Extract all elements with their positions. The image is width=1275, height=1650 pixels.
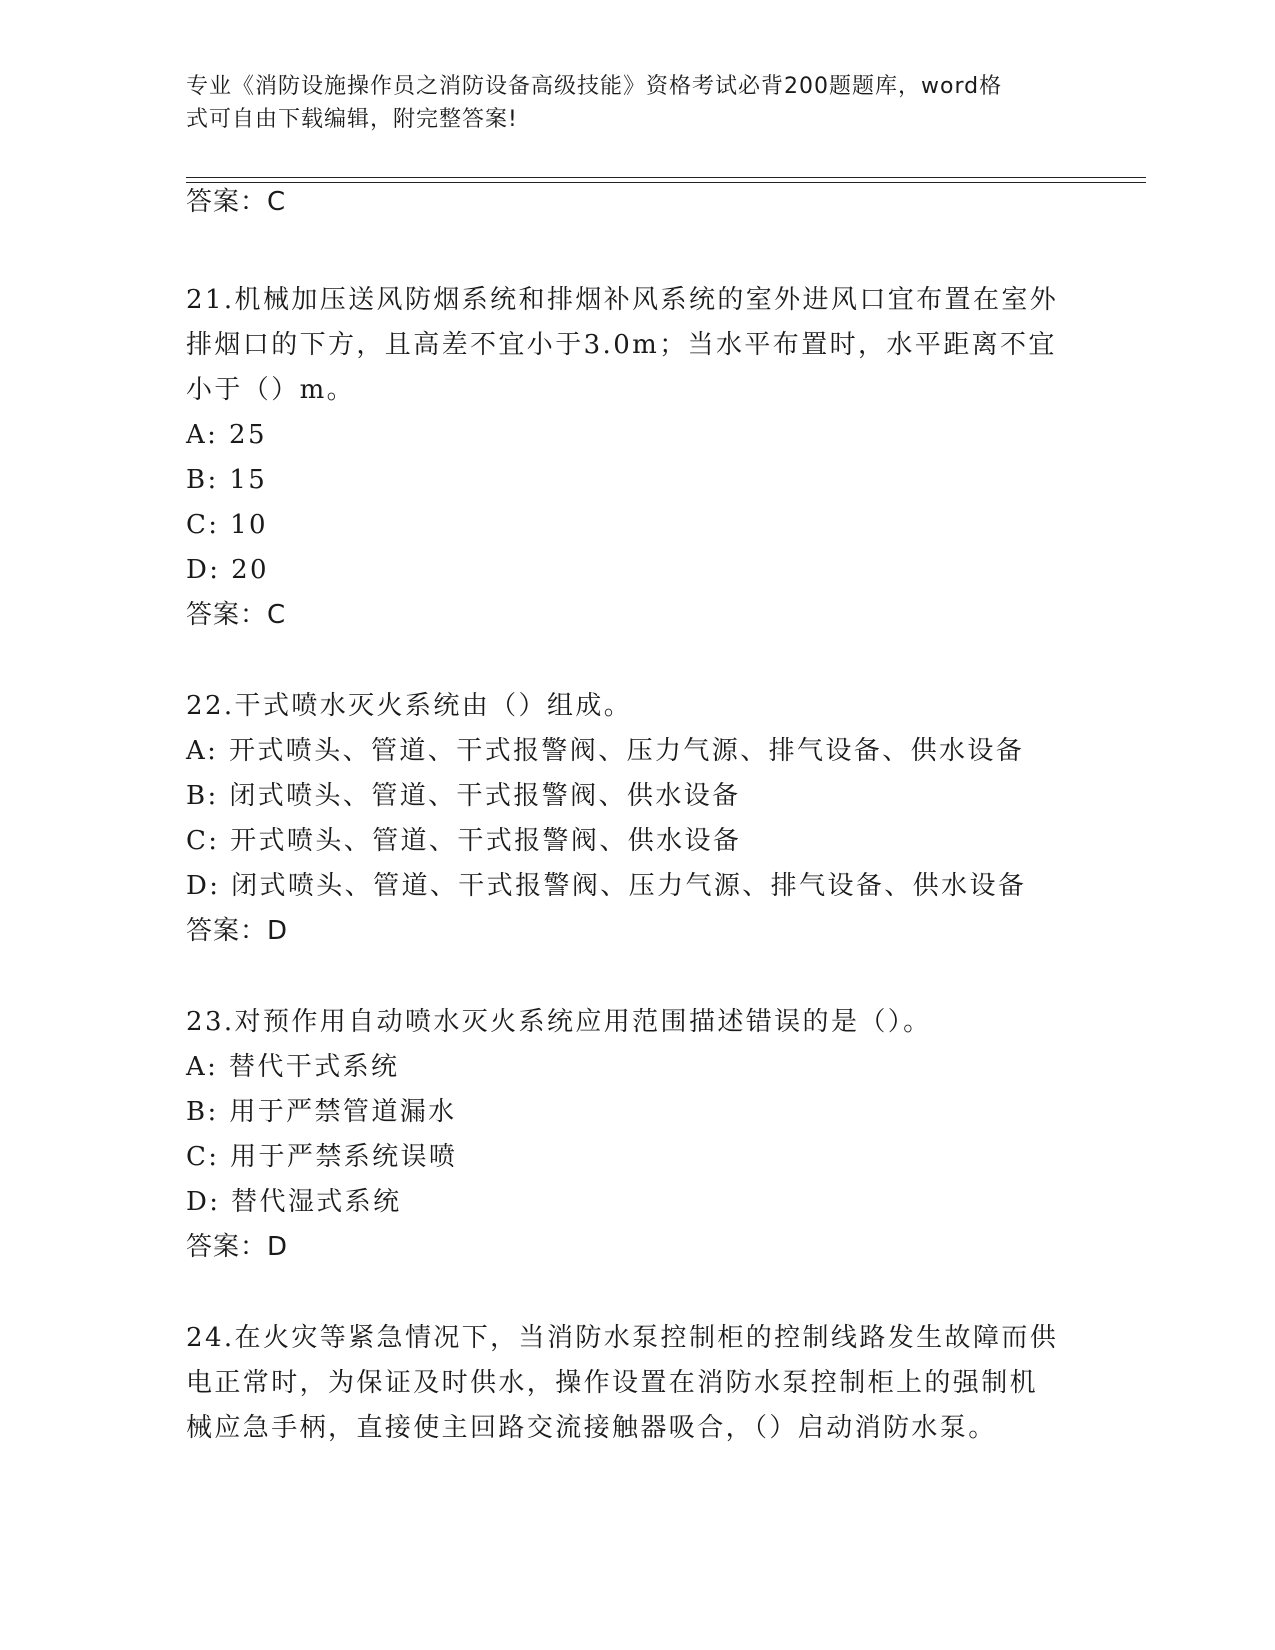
- q22-stem-line-1: 22.干式喷水灭火系统由（）组成。: [186, 691, 633, 721]
- q21-stem-line-2: 排烟口的下方，且高差不宜小于3.0m；当水平布置时，水平距离不宜: [186, 330, 1057, 360]
- q23-option-b: B: 用于严禁管道漏水: [186, 1097, 457, 1127]
- q21-option-c: C: 10: [186, 510, 269, 540]
- q22-option-c: C: 开式喷头、管道、干式报警阀、供水设备: [186, 826, 742, 856]
- q23-option-c: C: 用于严禁系统误喷: [186, 1142, 458, 1172]
- q21-option-d: D: 20: [186, 555, 269, 585]
- header-divider-top: [186, 177, 1146, 178]
- q23-answer: 答案：D: [186, 1232, 289, 1262]
- q22-option-b: B: 闭式喷头、管道、干式报警阀、供水设备: [186, 781, 741, 811]
- q22-option-a: A: 开式喷头、管道、干式报警阀、压力气源、排气设备、供水设备: [186, 736, 1025, 766]
- q21-stem-line-3: 小于（）m。: [186, 375, 356, 405]
- prev-answer: 答案：C: [186, 187, 287, 217]
- q23-option-d: D: 替代湿式系统: [186, 1187, 402, 1217]
- page-header: [186, 70, 1066, 136]
- q21-stem-line-1: 21.机械加压送风防烟系统和排烟补风系统的室外进风口宜布置在室外: [186, 285, 1059, 315]
- q23-stem-line-1: 23.对预作用自动喷水灭火系统应用范围描述错误的是（）。: [186, 1007, 932, 1037]
- header-divider-bottom: [186, 182, 1146, 183]
- q24-stem-line-3: 械应急手柄，直接使主回路交流接触器吸合，（）启动消防水泵。: [186, 1413, 997, 1443]
- q21-option-a: A: 25: [186, 420, 267, 450]
- q22-answer: 答案：D: [186, 916, 289, 946]
- q21-answer: 答案：C: [186, 600, 287, 630]
- q24-stem-line-2: 电正常时，为保证及时供水，操作设置在消防水泵控制柜上的强制机: [186, 1368, 1039, 1398]
- q22-option-d: D: 闭式喷头、管道、干式报警阀、压力气源、排气设备、供水设备: [186, 871, 1027, 901]
- header-line-2: 式可自由下载编辑，附完整答案!: [186, 107, 518, 132]
- q21-option-b: B: 15: [186, 465, 268, 495]
- q23-option-a: A: 替代干式系统: [186, 1052, 400, 1082]
- header-line-1: 专业《消防设施操作员之消防设备高级技能》资格考试必背200题题库，word格: [186, 74, 1003, 99]
- q24-stem-line-1: 24.在火灾等紧急情况下，当消防水泵控制柜的控制线路发生故障而供: [186, 1323, 1059, 1353]
